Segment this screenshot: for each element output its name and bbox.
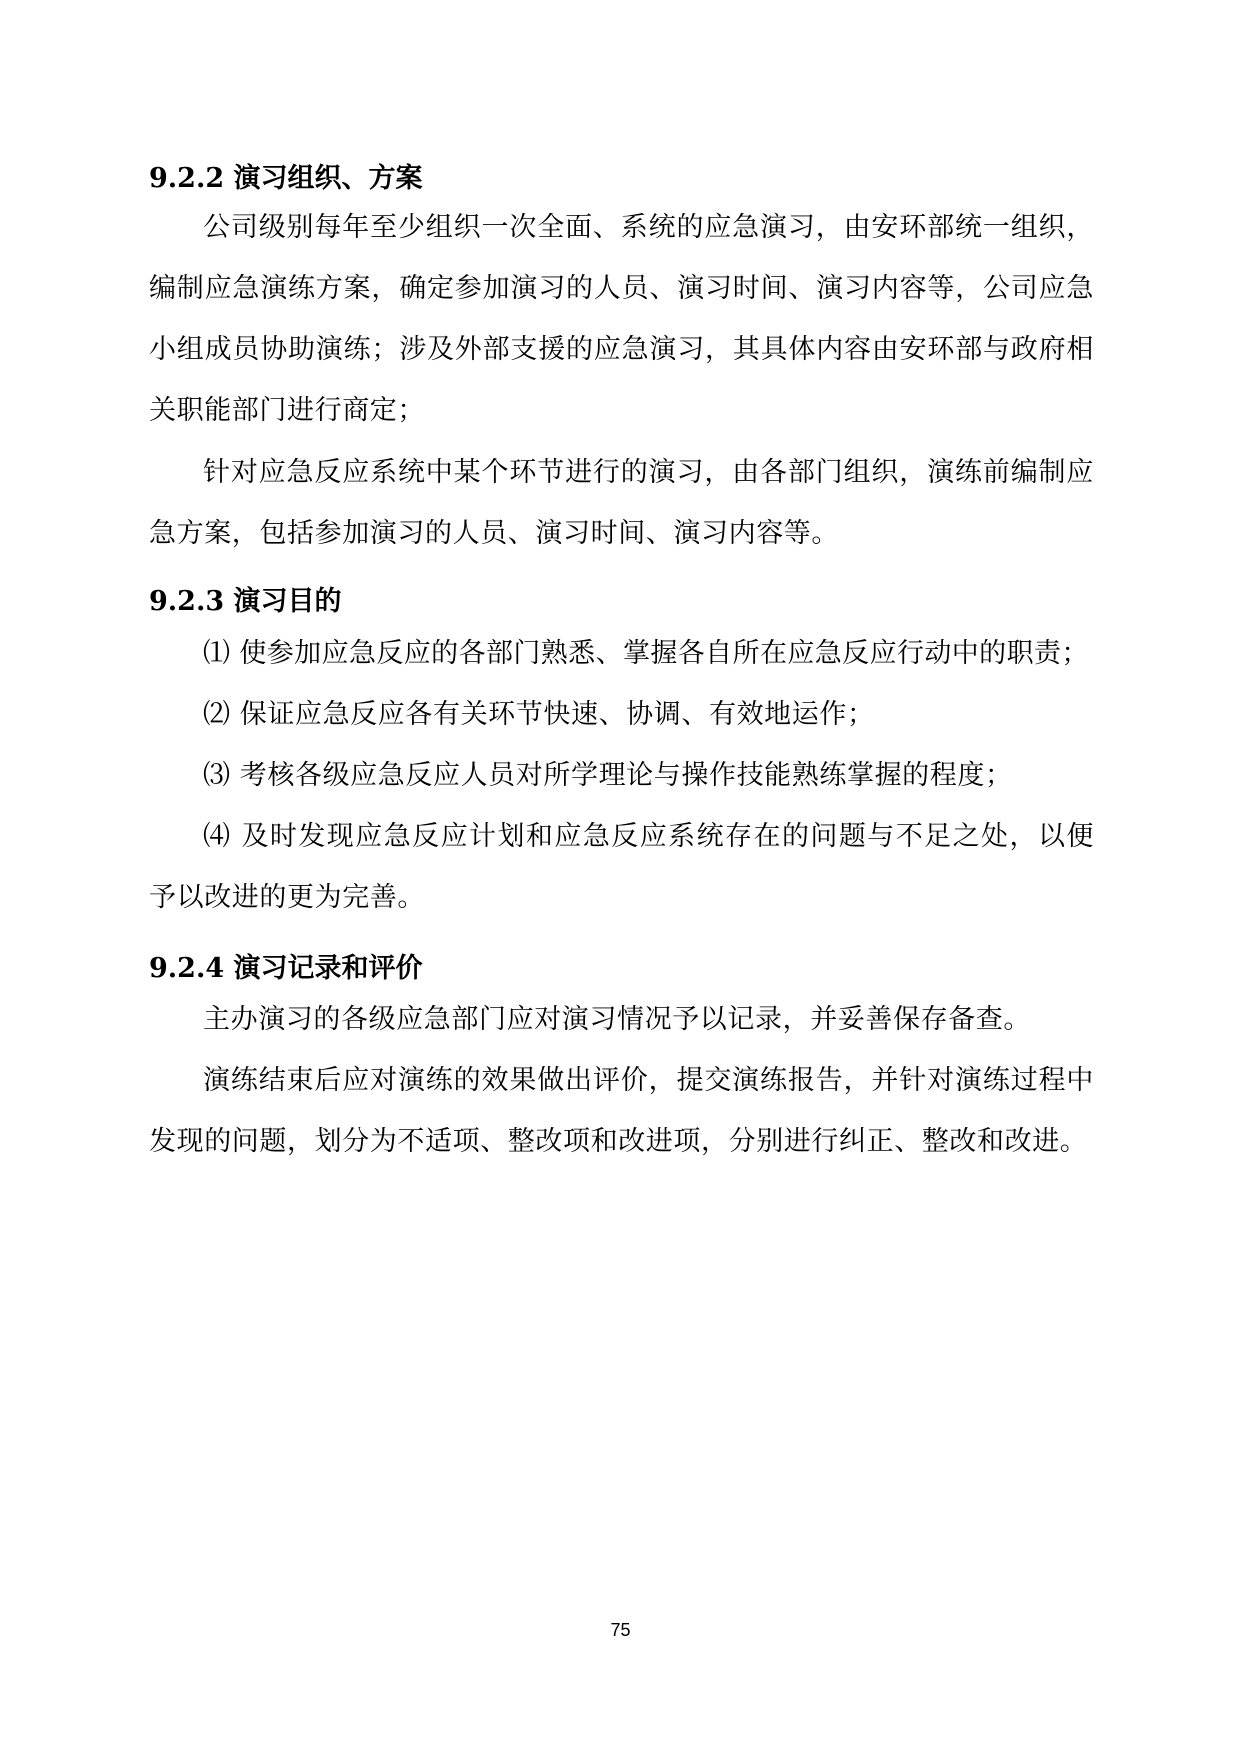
paragraph-9-2-4-2: 演练结束后应对演练的效果做出评价，提交演练报告，并针对演练过程中发现的问题，划分为不适项、整改项和改进项，分别进行纠正、整改和改进。 <box>149 1065 1094 1157</box>
list-item-9-2-3-1: ⑴ 使参加应急反应的各部门熟悉、掌握各自所在应急反应行动中的职责； <box>203 638 1089 669</box>
section-heading-9-2-2: 9.2.2 演习组织、方案 <box>149 163 423 194</box>
section-heading-9-2-3: 9.2.3 演习目的 <box>149 586 342 617</box>
list-item-9-2-3-4: ⑷ 及时发现应急反应计划和应急反应系统存在的问题与不足之处，以便予以改进的更为完善。 <box>149 821 1094 913</box>
page-number: 75 <box>610 1620 631 1640</box>
paragraph-9-2-2-2: 针对应急反应系统中某个环节进行的演习，由各部门组织，演练前编制应急方案，包括参加演习的人员、演习时间、演习内容等。 <box>149 457 1094 549</box>
list-item-9-2-3-3: ⑶ 考核各级应急反应人员对所学理论与操作技能熟练掌握的程度； <box>203 760 1013 791</box>
list-item-9-2-3-2: ⑵ 保证应急反应各有关环节快速、协调、有效地运作； <box>203 699 875 730</box>
section-heading-9-2-4: 9.2.4 演习记录和评价 <box>149 953 423 984</box>
paragraph-9-2-2-1: 公司级别每年至少组织一次全面、系统的应急演习，由安环部统一组织，编制应急演练方案，确定参加演习的人员、演习时间、演习内容等，公司应急小组成员协助演练；涉及外部支援的应急演习，其具体内容由安环部与政府相关职能部门进行商定； <box>149 212 1094 426</box>
paragraph-9-2-4-1: 主办演习的各级应急部门应对演习情况予以记录，并妥善保存备查。 <box>203 1004 1031 1035</box>
